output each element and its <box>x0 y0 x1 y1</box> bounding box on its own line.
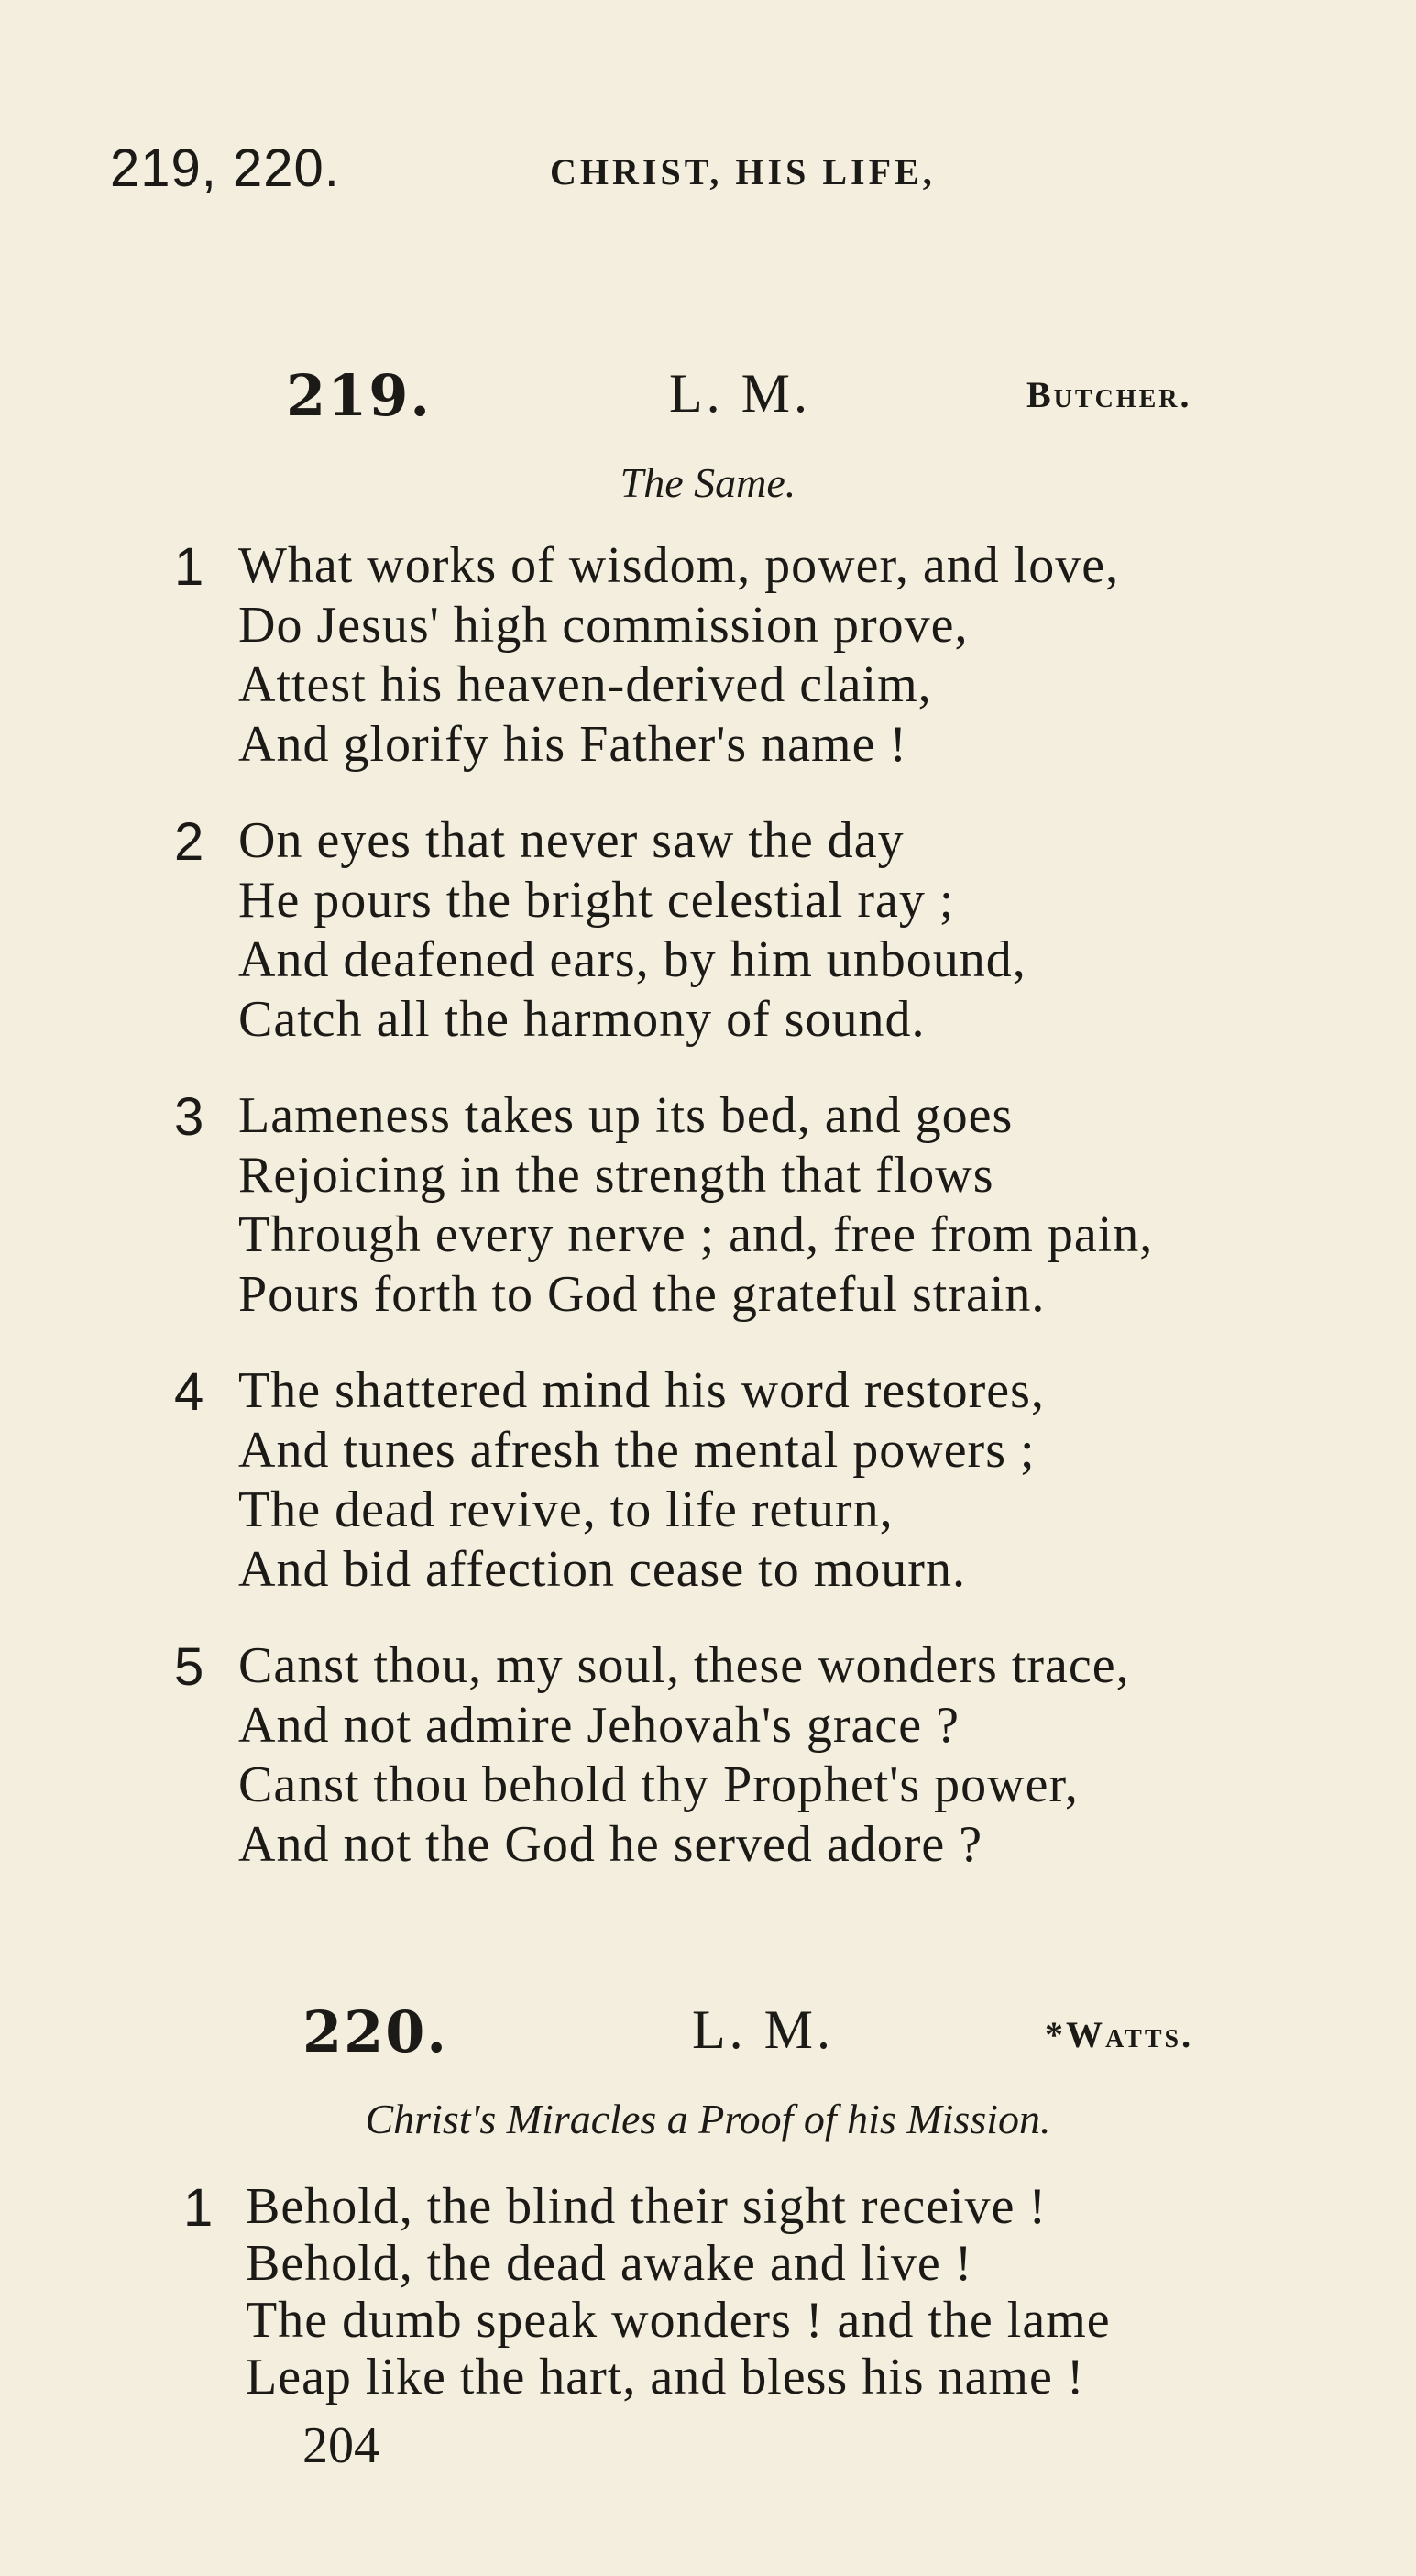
hymn-author: *Watts. <box>1045 2014 1194 2055</box>
verse-line: And tunes afresh the mental powers ; <box>238 1422 1036 1479</box>
verse-line: And glorify his Father's name ! <box>238 716 908 773</box>
verse-line: Lameness takes up its bed, and goes <box>238 1087 1014 1144</box>
verse-line: Do Jesus' high commission prove, <box>238 597 969 654</box>
hymn-meter: L. M. <box>692 1999 834 2060</box>
verse-line: Attest his heaven-derived claim, <box>238 656 932 713</box>
stanza-number: 4 <box>174 1362 204 1422</box>
verse-line: He pours the bright celestial ray ; <box>238 872 955 929</box>
hymn-220-header <box>0 1998 1416 2072</box>
verse-line: Canst thou, my soul, these wonders trace, <box>238 1637 1130 1694</box>
stanza-number: 1 <box>174 537 204 597</box>
stanza-number: 1 <box>183 2178 214 2238</box>
running-head <box>110 138 1301 211</box>
hymn-number: 219. <box>286 362 433 429</box>
verse-line: Through every nerve ; and, free from pain, <box>238 1206 1154 1263</box>
verse-line: The dumb speak wonders ! and the lame <box>246 2292 1111 2349</box>
verse-line: Behold, the blind their sight receive ! <box>246 2178 1048 2235</box>
hymn-number: 220. <box>302 1998 449 2065</box>
hymn-219-subtitle: The Same. <box>620 459 796 506</box>
hymn-220-subtitle: Christ's Miracles a Proof of his Mission. <box>365 2096 1051 2142</box>
verse-line: The dead revive, to life return, <box>238 1481 894 1538</box>
hymn-author: Butcher. <box>1026 374 1192 415</box>
verse-line: And not the God he served adore ? <box>238 1816 983 1873</box>
verse-line: What works of wisdom, power, and love, <box>238 537 1120 594</box>
page-range: 219, 220. <box>110 138 340 198</box>
running-title: CHRIST, HIS LIFE, <box>550 151 936 193</box>
verse-line: Rejoicing in the strength that flows <box>238 1147 994 1204</box>
page-number: 204 <box>302 2417 379 2474</box>
hymn-219-header <box>0 362 1416 435</box>
verse-line: Catch all the harmony of sound. <box>238 991 926 1048</box>
verse-line: Behold, the dead awake and live ! <box>246 2235 973 2292</box>
stanza-number: 2 <box>174 812 204 872</box>
verse-line: Canst thou behold thy Prophet's power, <box>238 1756 1079 1813</box>
verse-line: And deafened ears, by him unbound, <box>238 931 1026 988</box>
verse-line: The shattered mind his word restores, <box>238 1362 1045 1419</box>
stanza-number: 3 <box>174 1087 204 1147</box>
hymn-meter: L. M. <box>669 363 811 424</box>
verse-line: On eyes that never saw the day <box>238 812 905 869</box>
verse-line: Leap like the hart, and bless his name ! <box>246 2349 1085 2405</box>
verse-line: And bid affection cease to mourn. <box>238 1541 966 1598</box>
verse-line: And not admire Jehovah's grace ? <box>238 1697 960 1754</box>
verse-line: Pours forth to God the grateful strain. <box>238 1266 1046 1323</box>
stanza-number: 5 <box>174 1637 204 1697</box>
